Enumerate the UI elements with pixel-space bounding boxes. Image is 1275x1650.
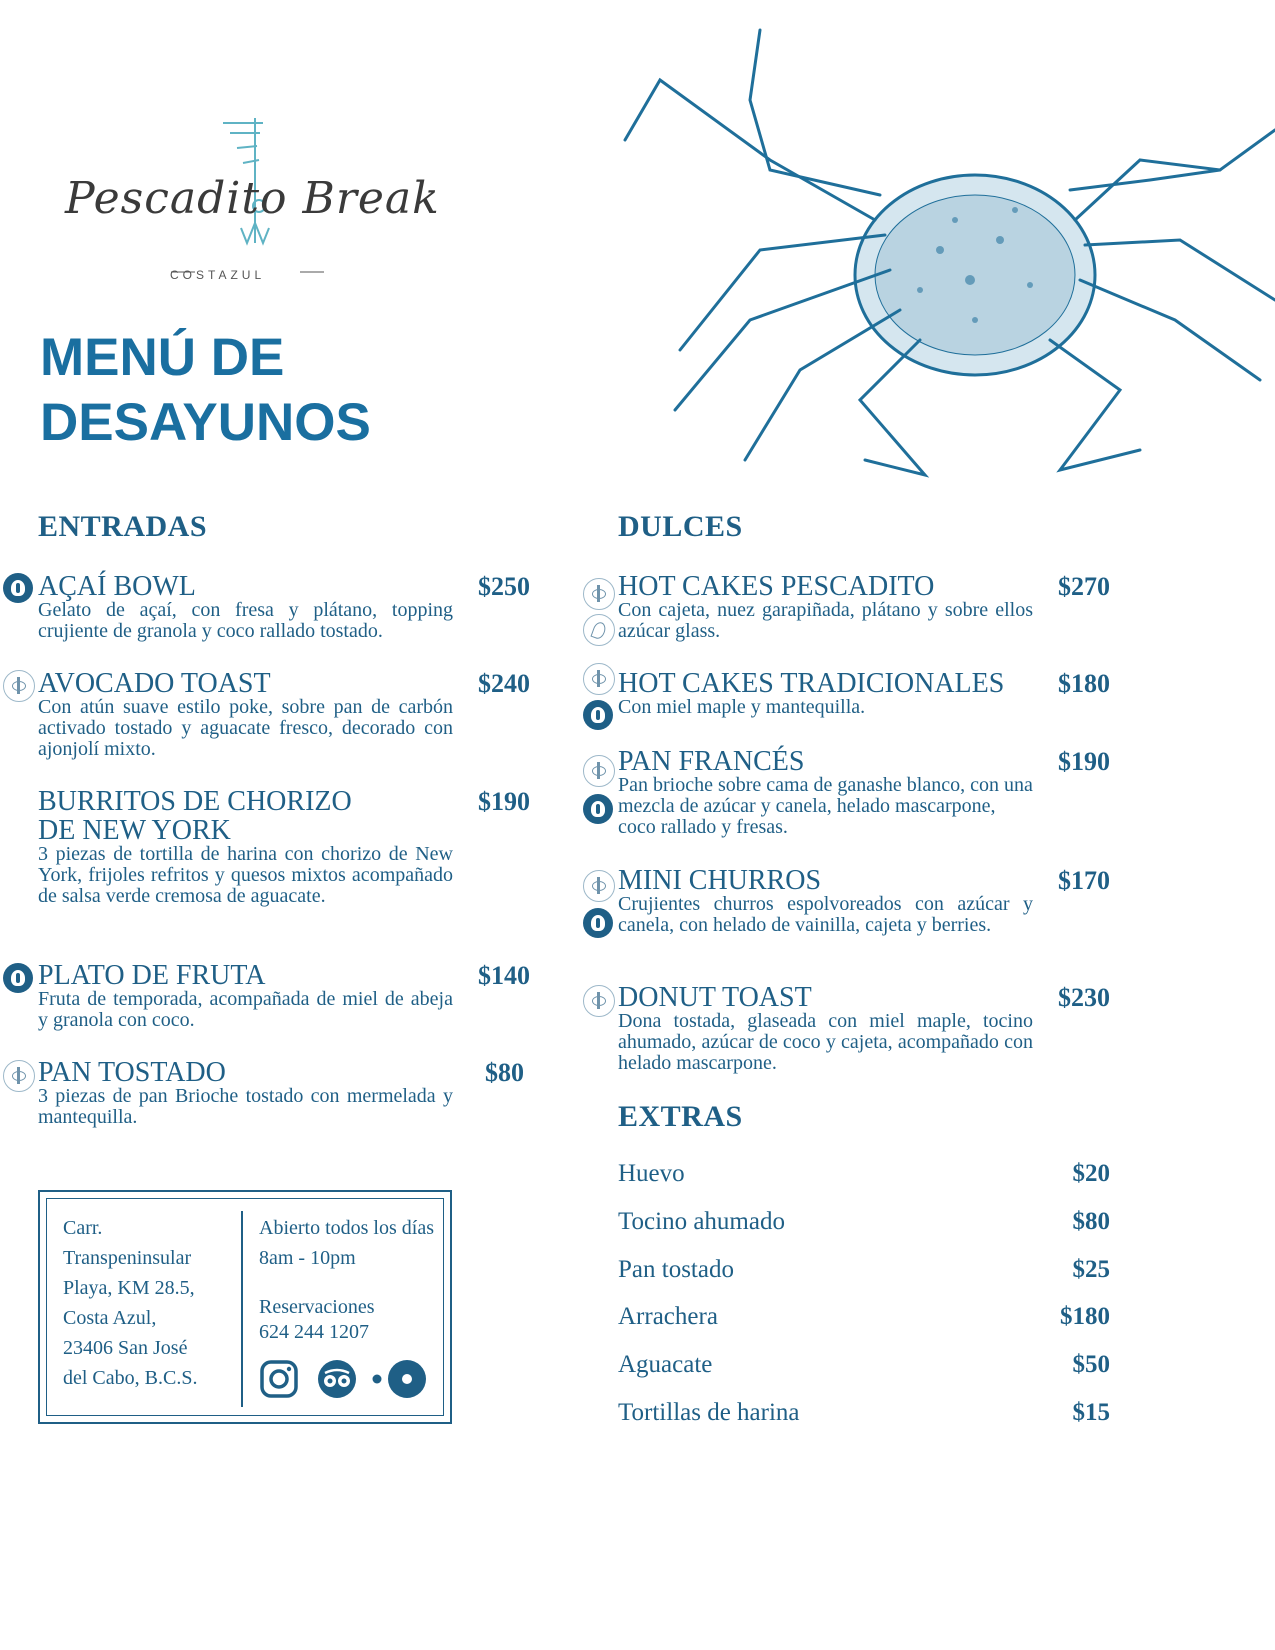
item-description: Dona tostada, glaseada con miel maple, tocino ahumado, azúcar de coco y cajeta, acompañado con helado mascarpone. xyxy=(618,1010,1033,1074)
contact-info-frame xyxy=(46,1198,444,1416)
vegan-icon xyxy=(583,614,615,646)
menu-item xyxy=(38,572,453,642)
item-name: PAN TOSTADO xyxy=(38,1057,226,1088)
gluten-free-icon xyxy=(583,755,615,787)
brand-location: COSTAZUL xyxy=(170,268,266,282)
address-line: 23406 San José xyxy=(63,1337,188,1359)
item-description: Pan brioche sobre cama de ganashe blanco, con una mezcla de azúcar y canela, helado mascarpone, coco rallado y fresas. xyxy=(618,774,1033,838)
extra-price: $20 xyxy=(1072,1160,1110,1187)
item-description: Con atún suave estilo poke, sobre pan de carbón activado tostado y aguacate fresco, decorado con ajonjolí mixto. xyxy=(38,696,453,760)
address-line: Playa, KM 28.5, xyxy=(63,1277,195,1299)
section-title-extras: EXTRAS xyxy=(618,1100,743,1133)
item-description: Gelato de açaí, con fresa y plátano, topping crujiente de granola y coco rallado tostado. xyxy=(38,599,453,642)
extra-item xyxy=(618,1160,1118,1194)
menu-item xyxy=(618,983,1033,1074)
gluten-free-icon xyxy=(583,663,615,695)
item-price: $190 xyxy=(1058,747,1110,776)
item-description: Fruta de temporada, acompañada de miel de abeja y granola con coco. xyxy=(38,988,453,1031)
extra-price: $25 xyxy=(1072,1256,1110,1283)
gluten-free-icon xyxy=(3,670,35,702)
item-name: AVOCADO TOAST xyxy=(38,668,271,699)
page-title-line-1: MENÚ DE xyxy=(40,328,285,387)
item-name: PLATO DE FRUTA xyxy=(38,960,266,991)
tripadvisor-icon[interactable] xyxy=(317,1359,357,1399)
menu-item xyxy=(38,787,453,907)
item-price: $180 xyxy=(1058,669,1110,698)
brand-logo xyxy=(45,118,475,298)
section-title-dulces: DULCES xyxy=(618,510,743,543)
opening-hours: Abierto todos los días 8am - 10pm xyxy=(259,1217,434,1269)
address-line: Costa Azul, xyxy=(63,1307,157,1329)
extra-name: Pan tostado xyxy=(618,1256,734,1283)
vegetarian-icon xyxy=(3,963,33,993)
item-price: $190 xyxy=(478,787,530,816)
item-price: $270 xyxy=(1058,572,1110,601)
extra-name: Tocino ahumado xyxy=(618,1208,785,1235)
item-description: Crujientes churros espolvoreados con azúcar y canela, con helado de vainilla, cajeta y berries. xyxy=(618,893,1033,936)
vegetarian-icon xyxy=(3,573,33,603)
section-title-entradas: ENTRADAS xyxy=(38,510,208,543)
extra-item xyxy=(618,1256,1118,1290)
gluten-free-icon xyxy=(583,985,615,1017)
extra-item xyxy=(618,1399,1118,1433)
reservations-phone[interactable]: 624 244 1207 xyxy=(259,1321,369,1343)
foursquare-icon[interactable] xyxy=(369,1359,429,1399)
item-price: $240 xyxy=(478,669,530,698)
item-name: HOT CAKES TRADICIONALES xyxy=(618,668,1005,699)
item-name: DONUT TOAST xyxy=(618,982,812,1013)
extra-price: $15 xyxy=(1072,1399,1110,1426)
extra-name: Aguacate xyxy=(618,1351,713,1378)
vegetarian-icon xyxy=(583,794,613,824)
crab-illustration xyxy=(620,20,1275,490)
extra-item xyxy=(618,1351,1118,1385)
address-line: Carr. xyxy=(63,1217,103,1239)
item-description: 3 piezas de tortilla de harina con chorizo de New York, frijoles refritos y quesos mixtos acompañado de salsa verde cremosa de aguacate. xyxy=(38,843,453,907)
extra-item xyxy=(618,1303,1118,1337)
extra-name: Arrachera xyxy=(618,1303,718,1330)
menu-item xyxy=(38,669,453,760)
brand-name: Pescadito Break xyxy=(65,173,440,224)
address-line: del Cabo, B.C.S. xyxy=(63,1367,198,1389)
gluten-free-icon xyxy=(583,578,615,610)
item-price: $230 xyxy=(1058,983,1110,1012)
item-name: MINI CHURROS xyxy=(618,865,822,896)
vegetarian-icon xyxy=(583,700,613,730)
gluten-free-icon xyxy=(3,1060,35,1092)
menu-item xyxy=(618,747,1033,838)
menu-item xyxy=(618,866,1033,936)
item-price: $80 xyxy=(485,1058,524,1087)
item-description: 3 piezas de pan Brioche tostado con mermelada y mantequilla. xyxy=(38,1085,453,1128)
item-name: AÇAÍ BOWL xyxy=(38,571,196,602)
page-title xyxy=(40,325,371,455)
item-price: $170 xyxy=(1058,866,1110,895)
menu-item xyxy=(38,1058,453,1128)
extra-price: $50 xyxy=(1072,1351,1110,1378)
reservations-label: Reservaciones xyxy=(259,1296,375,1318)
extra-name: Huevo xyxy=(618,1160,685,1187)
address-line: Transpeninsular xyxy=(63,1247,192,1269)
item-price: $140 xyxy=(478,961,530,990)
page-title-line-2: DESAYUNOS xyxy=(40,393,371,452)
extra-price: $80 xyxy=(1072,1208,1110,1235)
address xyxy=(63,1213,233,1393)
item-description: Con miel maple y mantequilla. xyxy=(618,696,866,718)
item-name: PAN FRANCÉS xyxy=(618,746,805,777)
item-description: Con cajeta, nuez garapiñada, plátano y sobre ellos azúcar glass. xyxy=(618,599,1033,642)
divider xyxy=(241,1211,243,1407)
extra-item xyxy=(618,1208,1118,1242)
extra-name: Tortillas de harina xyxy=(618,1399,800,1426)
menu-item xyxy=(38,961,453,1031)
item-name: HOT CAKES PESCADITO xyxy=(618,571,935,602)
menu-item xyxy=(618,669,1033,718)
item-name: BURRITOS DE CHORIZO DE NEW YORK xyxy=(38,786,352,846)
menu-item xyxy=(618,572,1033,642)
gluten-free-icon xyxy=(583,870,615,902)
extra-price: $180 xyxy=(1060,1303,1110,1330)
vegetarian-icon xyxy=(583,908,613,938)
item-price: $250 xyxy=(478,572,530,601)
instagram-icon[interactable] xyxy=(259,1359,299,1399)
contact-info-box xyxy=(38,1190,452,1424)
reservations xyxy=(259,1295,439,1345)
